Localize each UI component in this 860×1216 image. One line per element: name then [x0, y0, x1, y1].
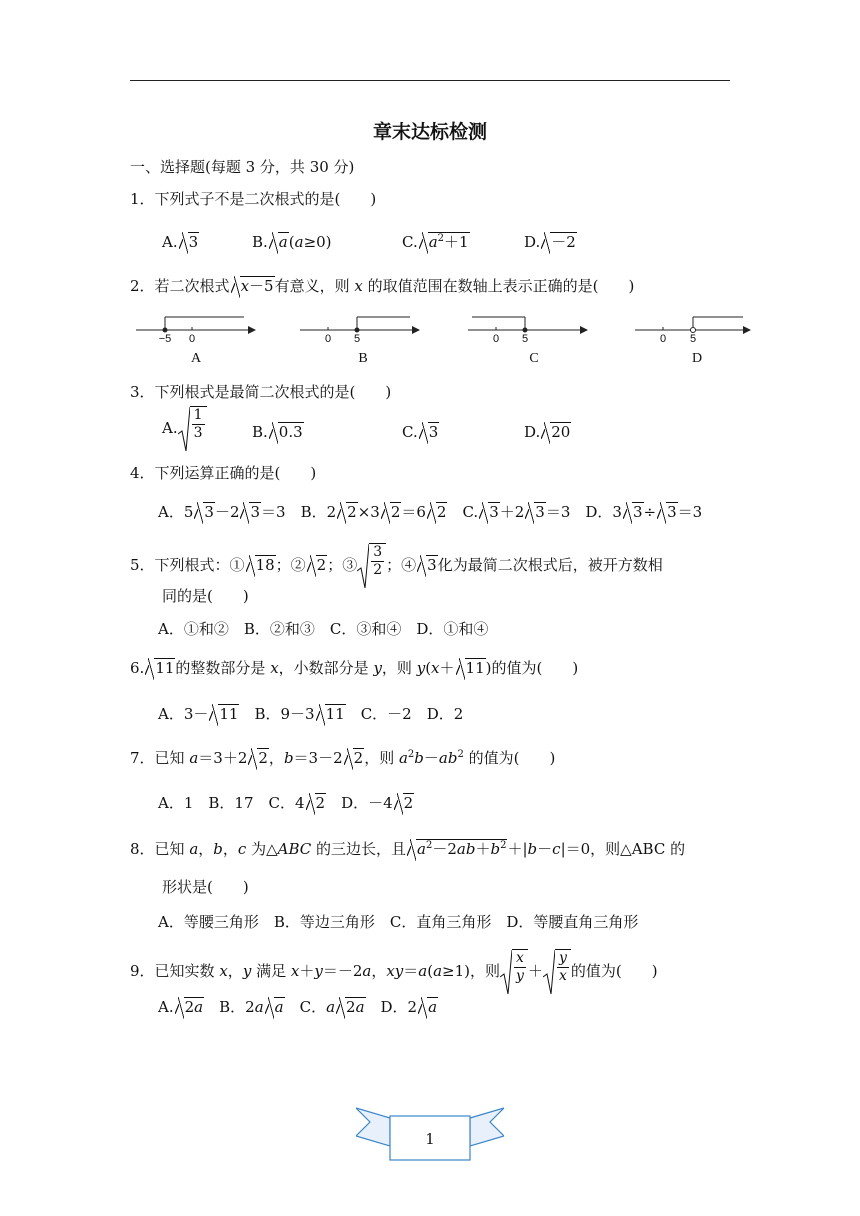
text: ；④	[386, 556, 417, 574]
denominator: 2	[373, 562, 383, 578]
radicand: －2	[551, 233, 576, 251]
option-label: B	[358, 351, 368, 366]
text: (	[288, 233, 295, 251]
q9-options[interactable]: A. 2a B．2a a C．a 2a D．2 a	[158, 995, 438, 1019]
radicand: 11	[465, 659, 485, 677]
numberline-option-b[interactable]	[300, 313, 420, 373]
sqrt	[417, 553, 438, 577]
option-label: C	[529, 351, 539, 366]
page-title: 章末达标检测	[372, 121, 487, 143]
radical-sign	[178, 406, 190, 452]
question-8: 8．已知 a，b，c 为△ABC 的三边长，且 $a^2-2ab+b^2+|b-c|=0$，则△ABC 的	[130, 837, 685, 861]
radicand: 3	[427, 556, 437, 574]
option-label: C.	[402, 423, 418, 441]
tick-label: 5	[521, 333, 529, 345]
numberline-option-d[interactable]	[635, 313, 755, 373]
radical-sign	[357, 543, 369, 589]
text: 的取值范围在数轴上表示正确的是( )	[362, 277, 635, 295]
q1-option-c[interactable]	[402, 230, 470, 254]
fraction	[371, 544, 384, 579]
tick-label: 0	[659, 333, 667, 345]
numberline-option-a[interactable]	[136, 313, 256, 373]
text: (	[425, 659, 432, 677]
question-stem: 若二次根式	[154, 277, 230, 295]
text: 的整数部分是	[175, 659, 271, 677]
q6-options[interactable]: A．3－ 11 B．9－3 11 C．－2 D．2	[158, 702, 463, 726]
radicand	[190, 406, 207, 452]
text: ≥0)	[303, 233, 332, 251]
section-heading: 一、选择题(每题 3 分，共 30 分)	[130, 158, 355, 176]
tick-label: 0	[492, 333, 500, 345]
sqrt	[178, 406, 207, 452]
radicand	[428, 232, 470, 251]
question-6	[130, 656, 578, 680]
sqrt	[179, 230, 200, 254]
text: 已知实数	[154, 962, 220, 980]
tick-label: 5	[689, 333, 697, 345]
text: ，则△ABC 的	[590, 840, 686, 858]
text: 的值为( )	[570, 962, 658, 980]
question-number: 4．	[130, 464, 155, 482]
header-rule	[130, 80, 730, 81]
q1-option-d[interactable]	[524, 230, 577, 254]
question-9: 9．已知实数 x，y 满足 x＋y＝－2a，xy＝a(a≥1)，则 $\frac{x}{y}$ ＋ $\frac{y}{x}$ 的值为( )	[130, 949, 658, 995]
variable: x	[270, 659, 279, 677]
variable: a	[428, 233, 438, 251]
radicand	[278, 232, 289, 251]
question-number: 7．	[130, 749, 155, 767]
variable: a	[278, 233, 288, 251]
option-label: D.	[524, 233, 541, 251]
question-number: 8．	[130, 840, 155, 858]
question-5-line2: 同的是( )	[162, 587, 249, 605]
sqrt	[541, 230, 577, 254]
text: －5	[249, 277, 274, 295]
tick-label: −5	[158, 333, 172, 345]
numberline-graphic	[136, 313, 256, 337]
text: 化为最简二次根式后，被开方数相	[437, 556, 663, 574]
question-7: 7．已知 a＝3＋2 2，b＝3－2 2，则 $a^2b-ab^2$ 的值为( )	[130, 746, 555, 770]
fraction	[192, 407, 205, 442]
q5-options[interactable]: A．①和② B．②和③ C．③和④ D．①和④	[158, 620, 489, 638]
q1-option-a[interactable]	[162, 230, 199, 254]
question-number: 9．	[130, 962, 155, 980]
numberline-option-c[interactable]	[468, 313, 588, 373]
sqrt	[419, 230, 470, 254]
q4-options[interactable]: A．5 3－2 3＝3 B．2 2×3 2＝6 2 C. 3＋2 3＝3 D．3 3÷ 3＝3	[158, 500, 702, 524]
q1-option-b[interactable]	[252, 230, 332, 254]
question-number: 5．	[130, 556, 155, 574]
sqrt	[246, 553, 276, 577]
text: )的值为( )	[485, 659, 579, 677]
exponent: 2	[437, 233, 445, 244]
radicand: 11	[155, 659, 175, 677]
text: 的值为( )	[463, 749, 556, 767]
question-number: 3．	[130, 383, 155, 401]
question-8-line2: 形状是( )	[162, 878, 249, 896]
question-2	[130, 274, 634, 298]
text: ＋	[439, 659, 455, 677]
q8-options[interactable]: A．等腰三角形 B．等边三角形 C．直角三角形 D．等腰直角三角形	[158, 913, 639, 931]
radicand: 2	[316, 556, 327, 574]
q3-option-a[interactable]	[162, 406, 207, 452]
sqrt	[541, 420, 571, 444]
text: ，小数部分是	[278, 659, 374, 677]
option-label: C.	[402, 233, 418, 251]
sqrt	[419, 420, 440, 444]
option-label: D.	[524, 423, 541, 441]
numerator: 1	[193, 407, 203, 423]
text: ；③	[327, 556, 358, 574]
question-stem: 下列根式是最简二次根式的是( )	[154, 383, 392, 401]
question-3	[130, 380, 391, 404]
radicand: 3	[188, 233, 199, 251]
text: ，则	[381, 659, 417, 677]
question-stem: 下列式子不是二次根式的是( )	[154, 190, 377, 208]
option-label: D	[691, 351, 703, 366]
text: ；②	[275, 556, 306, 574]
text: 已知	[154, 749, 190, 767]
question-number: 1．	[130, 190, 155, 208]
variable: a	[294, 233, 304, 251]
question-stem: 下列运算正确的是( )	[154, 464, 317, 482]
option-label: A	[190, 351, 202, 366]
q7-options[interactable]: A．1 B．17 C．4 2 D．－4 2	[158, 791, 414, 815]
variable: y	[373, 659, 382, 677]
question-1	[130, 187, 376, 211]
sqrt	[357, 543, 386, 589]
question-5	[130, 543, 663, 589]
q3-option-b[interactable]	[252, 420, 304, 444]
denominator: 3	[193, 425, 203, 441]
sqrt	[269, 230, 289, 254]
page-number: 1	[425, 1130, 435, 1148]
tick-label: 0	[324, 333, 332, 345]
variable: y	[416, 659, 426, 677]
text: 有意义，则	[274, 277, 355, 295]
option-label: A.	[162, 233, 178, 251]
tick-label: 0	[188, 333, 196, 345]
option-label: B.	[252, 233, 268, 251]
variable: x	[240, 277, 250, 295]
variable: x	[431, 659, 440, 677]
option-label: B.	[252, 423, 268, 441]
text: 下列根式：①	[154, 556, 245, 574]
radicand: 20	[551, 423, 571, 441]
variable: x	[354, 277, 363, 295]
text: 已知	[154, 840, 190, 858]
radicand	[369, 543, 386, 589]
sqrt	[269, 420, 304, 444]
sqrt	[456, 656, 486, 680]
radicand: 3	[428, 423, 439, 441]
q3-option-c[interactable]	[402, 420, 439, 444]
q3-option-d[interactable]	[524, 420, 571, 444]
question-number: 2．	[130, 277, 155, 295]
text: ＋1	[444, 233, 469, 251]
radicand	[240, 276, 275, 295]
radicand: 0.3	[278, 423, 303, 441]
option-label: A.	[162, 419, 178, 437]
tick-label: 5	[353, 333, 361, 345]
question-4	[130, 461, 316, 485]
numerator: 3	[373, 544, 383, 560]
sqrt	[307, 553, 328, 577]
sqrt	[231, 274, 275, 298]
sqrt	[145, 656, 175, 680]
radicand: 18	[255, 556, 275, 574]
question-number: 6.	[130, 659, 145, 677]
